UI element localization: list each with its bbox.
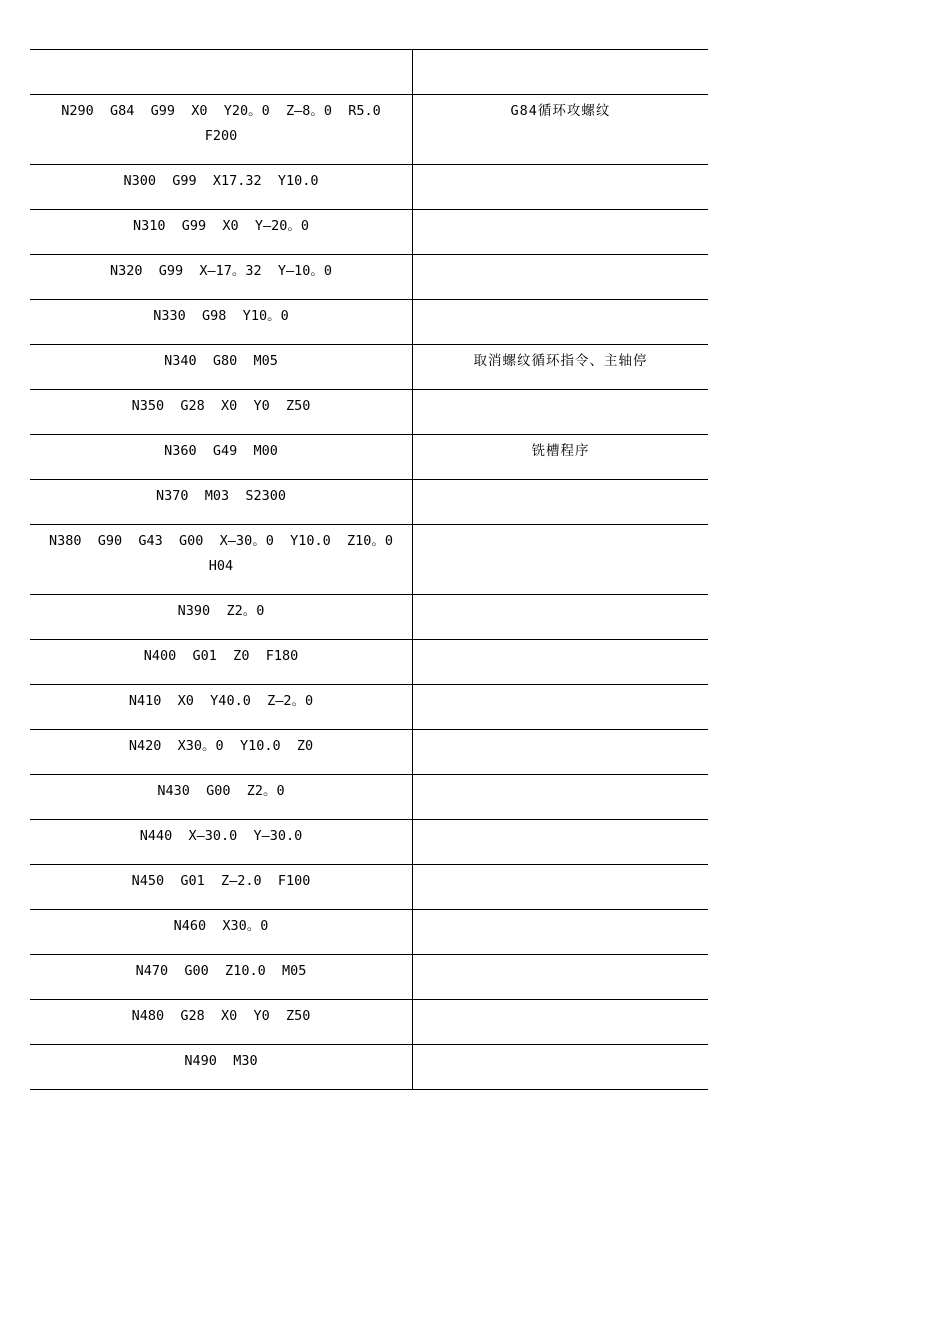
table-row: [30, 955, 708, 1000]
note-cell: [413, 480, 709, 525]
table-row: [30, 300, 708, 345]
code-cell: N460 X30。0: [30, 910, 413, 955]
note-cell: [413, 730, 709, 775]
note-cell: [413, 50, 709, 95]
code-cell: N320 G99 X—17。32 Y—10。0: [30, 255, 413, 300]
code-cell: N480 G28 X0 Y0 Z50: [30, 1000, 413, 1045]
table-row: [30, 1000, 708, 1045]
table-row: [30, 525, 708, 595]
table-row: [30, 435, 708, 480]
table-row: [30, 255, 708, 300]
table-row: [30, 685, 708, 730]
table-row: [30, 50, 708, 95]
code-cell: N340 G80 M05: [30, 345, 413, 390]
code-cell: N470 G00 Z10.0 M05: [30, 955, 413, 1000]
table-row: [30, 820, 708, 865]
note-cell: [413, 910, 709, 955]
note-cell: [413, 255, 709, 300]
code-cell: [30, 50, 413, 95]
table-row: [30, 730, 708, 775]
code-cell: N380 G90 G43 G00 X—30。0 Y10.0 Z10。0 H04: [30, 525, 413, 595]
code-cell: N370 M03 S2300: [30, 480, 413, 525]
code-cell: N360 G49 M00: [30, 435, 413, 480]
table-row: [30, 345, 708, 390]
note-cell: [413, 1045, 709, 1090]
table-row: [30, 910, 708, 955]
table-row: [30, 165, 708, 210]
note-cell: [413, 820, 709, 865]
code-cell: N490 M30: [30, 1045, 413, 1090]
note-cell: [413, 865, 709, 910]
note-cell: [413, 640, 709, 685]
table-row: [30, 95, 708, 165]
code-cell: N420 X30。0 Y10.0 Z0: [30, 730, 413, 775]
code-cell: N310 G99 X0 Y—20。0: [30, 210, 413, 255]
code-cell: N450 G01 Z—2.0 F100: [30, 865, 413, 910]
table-row: [30, 865, 708, 910]
note-cell: [413, 685, 709, 730]
code-cell: N410 X0 Y40.0 Z—2。0: [30, 685, 413, 730]
note-cell: [413, 210, 709, 255]
note-cell: [413, 775, 709, 820]
code-cell: N290 G84 G99 X0 Y20。0 Z—8。0 R5.0 F200: [30, 95, 413, 165]
program-table: [30, 49, 708, 1090]
note-cell: 取消螺纹循环指令、主轴停: [413, 345, 709, 390]
note-cell: [413, 300, 709, 345]
code-cell: N440 X—30.0 Y—30.0: [30, 820, 413, 865]
note-cell: [413, 525, 709, 595]
table-row: [30, 595, 708, 640]
code-cell: N350 G28 X0 Y0 Z50: [30, 390, 413, 435]
code-cell: N430 G00 Z2。0: [30, 775, 413, 820]
table-row: [30, 480, 708, 525]
code-cell: N390 Z2。0: [30, 595, 413, 640]
note-cell: [413, 595, 709, 640]
note-cell: [413, 955, 709, 1000]
table-row: [30, 640, 708, 685]
table-row: [30, 775, 708, 820]
code-cell: N330 G98 Y10。0: [30, 300, 413, 345]
table-row: [30, 210, 708, 255]
note-cell: [413, 390, 709, 435]
note-cell: G84循环攻螺纹: [413, 95, 709, 165]
code-cell: N400 G01 Z0 F180: [30, 640, 413, 685]
note-cell: 铣槽程序: [413, 435, 709, 480]
note-cell: [413, 165, 709, 210]
note-cell: [413, 1000, 709, 1045]
table-row: [30, 390, 708, 435]
code-cell: N300 G99 X17.32 Y10.0: [30, 165, 413, 210]
table-row: [30, 1045, 708, 1090]
